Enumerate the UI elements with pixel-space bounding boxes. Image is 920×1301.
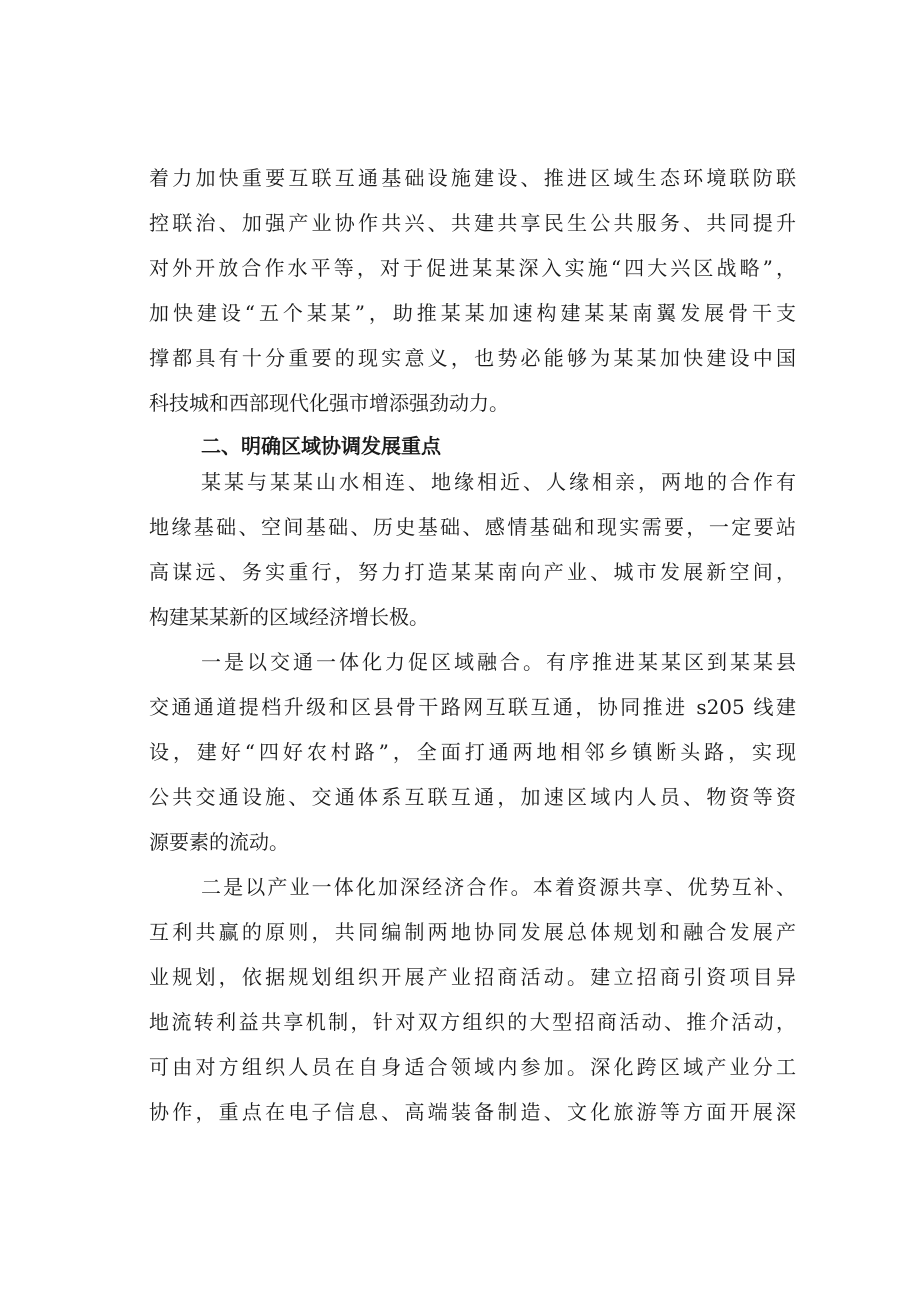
paragraph-3-line-1: 一是以交通一体化力促区域融合。有序推进某某区到某某县: [201, 650, 796, 674]
paragraph-4-line-5: 可由对方组织人员在自身适合领域内参加。深化跨区域产业分工: [149, 1055, 796, 1079]
section-heading: 二、明确区域协调发展重点: [201, 434, 441, 458]
paragraph-3-line-5: 源要素的流动。: [149, 830, 289, 854]
paragraph-3-line-4: 公共交通设施、交通体系互联互通，加速区域内人员、物资等资: [149, 785, 796, 809]
paragraph-1-line-4: 加快建设“五个某某”，助推某某加速构建某某南翼发展骨干支: [149, 301, 796, 325]
paragraph-4-line-1: 二是以产业一体化加深经济合作。本着资源共享、优势互补、: [201, 875, 796, 899]
paragraph-2-line-3: 高谋远、务实重行，努力打造某某南向产业、城市发展新空间，: [149, 560, 796, 584]
paragraph-3-line-3: 设，建好“四好农村路”，全面打通两地相邻乡镇断头路，实现: [149, 740, 796, 764]
paragraph-2-line-1: 某某与某某山水相连、地缘相近、人缘相亲，两地的合作有: [201, 470, 796, 494]
paragraph-1-line-6: 科技城和西部现代化强市增添强劲动力。: [149, 391, 509, 415]
paragraph-4-line-2: 互利共赢的原则，共同编制两地协同发展总体规划和融合发展产: [149, 920, 796, 944]
paragraph-4-line-6: 协作，重点在电子信息、高端装备制造、文化旅游等方面开展深: [149, 1100, 796, 1124]
paragraph-1-line-3: 对外开放合作水平等，对于促进某某深入实施“四大兴区战略”，: [149, 256, 796, 280]
paragraph-4-line-4: 地流转利益共享机制，针对双方组织的大型招商活动、推介活动，: [149, 1010, 796, 1034]
paragraph-2-line-4: 构建某某新的区域经济增长极。: [149, 605, 429, 629]
paragraph-1-line-5: 撑都具有十分重要的现实意义，也势必能够为某某加快建设中国: [149, 346, 796, 370]
paragraph-1-line-2: 控联治、加强产业协作共兴、共建共享民生公共服务、共同提升: [149, 211, 796, 235]
paragraph-3-line-2: 交通通道提档升级和区县骨干路网互联互通，协同推进 s205 线建: [149, 695, 796, 719]
paragraph-1-line-1: 着力加快重要互联互通基础设施建设、推进区域生态环境联防联: [149, 166, 796, 190]
paragraph-4-line-3: 业规划，依据规划组织开展产业招商活动。建立招商引资项目异: [149, 965, 796, 989]
paragraph-2-line-2: 地缘基础、空间基础、历史基础、感情基础和现实需要，一定要站: [149, 515, 796, 539]
